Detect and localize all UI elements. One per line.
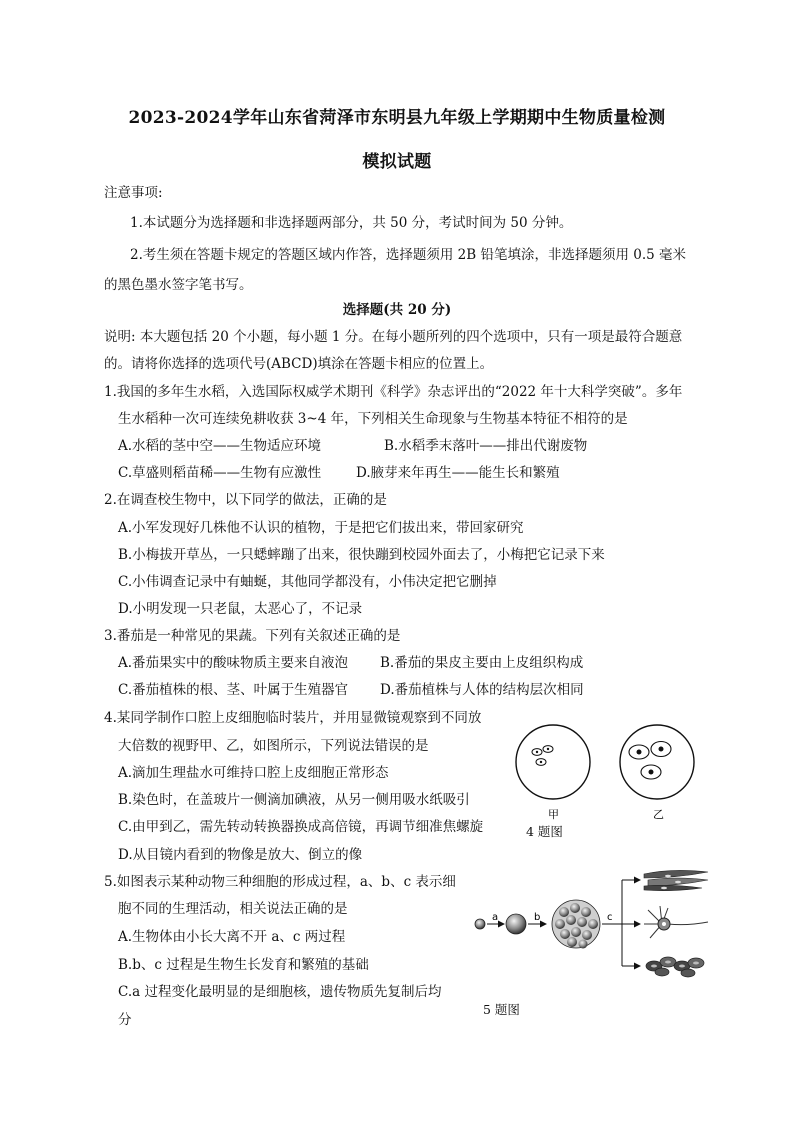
- q3-stem: 3.番茄是一种常见的果蔬。下列有关叙述正确的是: [104, 628, 401, 644]
- q2-stem: 2.在调查校生物中，以下同学的做法，正确的是: [104, 492, 387, 508]
- field-yi-circle: [620, 725, 694, 799]
- microscope-fields-figure: [505, 718, 710, 826]
- q1-option-d: D.腋芽来年再生——能生长和繁殖: [356, 465, 560, 481]
- q3-option-a: A.番茄果实中的酸味物质主要来自液泡: [118, 655, 349, 671]
- fig5-caption: 5 题图: [483, 1002, 520, 1017]
- field-jia-circle: [516, 725, 590, 799]
- q1-stem-line-2: 生水稻种一次可连续免耕收获 3~4 年，下列相关生命现象与生物基本特征不相符的是: [118, 411, 628, 427]
- q1-stem-line-1: 1.我国的多年生水稻，入选国际权威学术期刊《科学》杂志评出的“2022 年十大科学突破”。多年: [104, 384, 683, 400]
- notes-heading: 注意事项:: [104, 185, 163, 201]
- q5-stem-line-2: 胞不同的生理活动，相关说法正确的是: [118, 901, 348, 917]
- q4-stem-line-1: 4.某同学制作口腔上皮细胞临时装片，并用显微镜观察到不同放: [104, 710, 482, 726]
- page-subtitle: 模拟试题: [362, 152, 432, 172]
- q1-option-c: C.草盛则稻苗稀——生物有应激性: [118, 465, 322, 481]
- q4-option-c: C.由甲到乙，需先转动转换器换成高倍镜，再调节细准焦螺旋: [118, 819, 484, 835]
- blood-cells-icon: [646, 957, 704, 977]
- q3-option-c: C.番茄植株的根、茎、叶属于生殖器官: [118, 682, 349, 698]
- q1-option-a: A.水稻的茎中空——生物适应环境: [118, 438, 322, 454]
- q5-option-c-line-1: C.a 过程变化最明显的是细胞核，遗传物质先复制后均: [118, 984, 442, 1000]
- q5-option-c-line-2: 分: [118, 1012, 132, 1028]
- fig5-label-c: c: [607, 912, 613, 923]
- q3-option-d: D.番茄植株与人体的结构层次相同: [380, 682, 584, 698]
- cell-cluster-icon: [552, 900, 600, 949]
- q4-option-a: A.滴加生理盐水可维持口腔上皮细胞正常形态: [118, 765, 389, 781]
- fig5-label-b: b: [534, 912, 541, 923]
- q1-option-b: B.水稻季末落叶——排出代谢废物: [384, 438, 588, 454]
- muscle-cells-icon: [644, 870, 708, 890]
- q2-option-a: A.小军发现好几株他不认识的植物，于是把它们拔出来，带回家研究: [118, 520, 524, 536]
- q4-stem-line-2: 大倍数的视野甲、乙，如图所示，下列说法错误的是: [118, 738, 429, 754]
- q4-option-b: B.染色时，在盖玻片一侧滴加碘液，从另一侧用吸水纸吸引: [118, 792, 470, 808]
- page-title: 2023-2024学年山东省菏泽市东明县九年级上学期期中生物质量检测: [128, 108, 666, 128]
- grown-cell-icon: [506, 914, 526, 934]
- section-heading: 选择题(共 20 分): [342, 302, 452, 318]
- section-desc-line-1: 说明: 本大题包括 20 个小题，每小题 1 分。在每小题所列的四个选项中，只有一项是最符合题意: [104, 329, 683, 345]
- q5-option-b: B.b、c 过程是生物生长发育和繁殖的基础: [118, 957, 369, 973]
- single-cell-icon: [475, 919, 485, 929]
- section-desc-line-2: 的。请将你选择的选项代号(ABCD)填涂在答题卡相应的位置上。: [104, 356, 494, 372]
- fig4-caption: 4 题图: [526, 824, 563, 839]
- note-2-line-2: 的黑色墨水签字笔书写。: [104, 277, 253, 293]
- neuron-icon: [644, 906, 708, 938]
- q5-stem-line-1: 5.如图表示某种动物三种细胞的形成过程，a、b、c 表示细: [104, 874, 456, 890]
- fig4-label-right: 乙: [653, 808, 664, 821]
- note-1: 1.本试题分为选择题和非选择题两部分，共 50 分，考试时间为 50 分钟。: [130, 215, 573, 231]
- q2-option-c: C.小伟调查记录中有蚰蜒，其他同学都没有，小伟决定把它删掉: [118, 574, 497, 590]
- q5-option-a: A.生物体由小长大离不开 a、c 两过程: [118, 929, 346, 945]
- q4-option-d: D.从目镜内看到的物像是放大、倒立的像: [118, 847, 363, 863]
- q2-option-d: D.小明发现一只老鼠，太恶心了，不记录: [118, 601, 363, 617]
- note-2-line-1: 2.考生须在答题卡规定的答题区域内作答，选择题须用 2B 铅笔填涂，非选择题须用 0.5 毫米: [130, 247, 687, 263]
- fig5-label-a: a: [492, 912, 499, 923]
- fig4-label-left: 甲: [548, 808, 559, 821]
- cell-development-figure: [472, 866, 712, 984]
- q2-option-b: B.小梅拔开草丛，一只蟋蟀蹦了出来，很快蹦到校园外面去了，小梅把它记录下来: [118, 547, 605, 563]
- q3-option-b: B.番茄的果皮主要由上皮组织构成: [380, 655, 584, 671]
